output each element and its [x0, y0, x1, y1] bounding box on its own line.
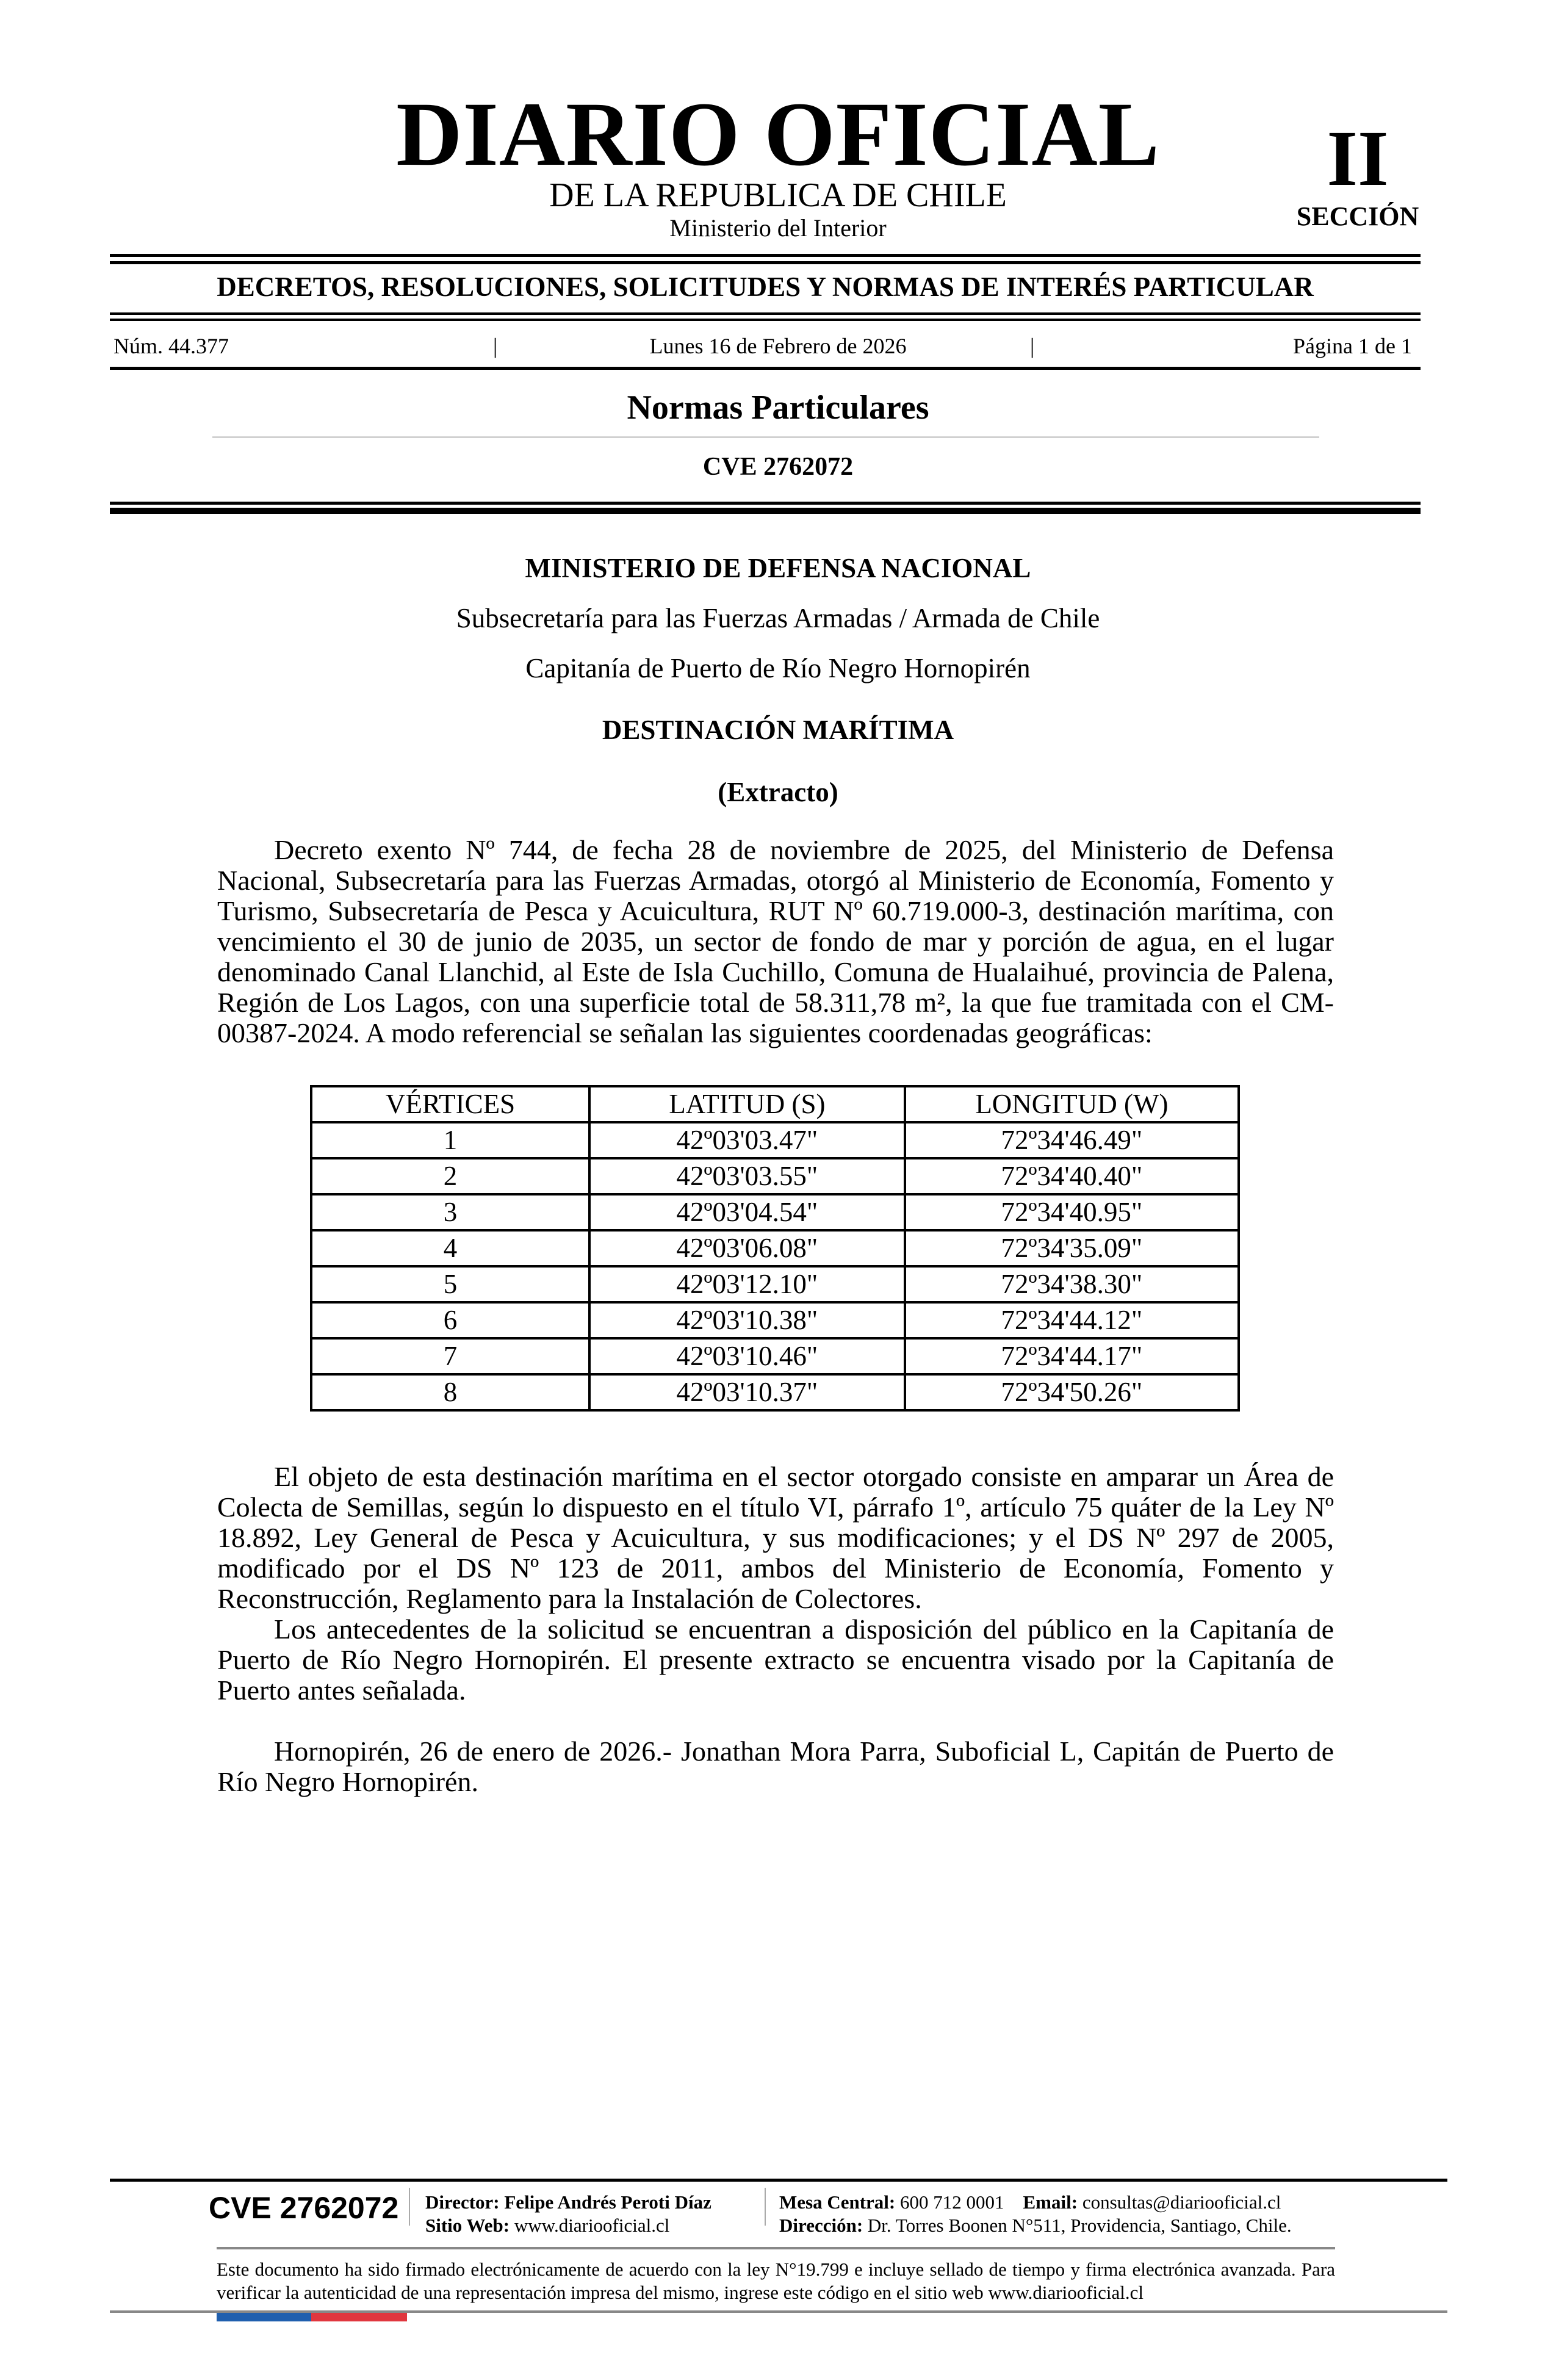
phone-label: Mesa Central: — [779, 2191, 896, 2213]
latitude-cell: 42º03'10.46" — [589, 1338, 905, 1374]
latitude-cell: 42º03'12.10" — [589, 1266, 905, 1302]
divider — [110, 312, 1421, 315]
divider — [212, 436, 1319, 438]
section-number: II — [1327, 115, 1389, 203]
table-row — [311, 1302, 1239, 1338]
table-header-row — [311, 1086, 1239, 1122]
issue-number: Núm. 44.377 — [113, 334, 229, 358]
longitude-cell: 72º34'40.40" — [905, 1158, 1239, 1194]
document-heading: DESTINACIÓN MARÍTIMA — [602, 715, 954, 745]
column-header: VÉRTICES — [311, 1086, 589, 1122]
email-link[interactable]: consultas@diariooficial.cl — [1082, 2191, 1281, 2213]
sub-issuer: Subsecretaría para las Fuerzas Armadas / Armada de Chile — [456, 603, 1100, 633]
flag-stripe-red — [311, 2313, 407, 2321]
latitude-cell: 42º03'04.54" — [589, 1194, 905, 1230]
signature: Hornopirén, 26 de enero de 2026.- Jonathan Mora Parra, Suboficial L, Capitán de Puerto de Río Negro Hornopirén. — [217, 1736, 1334, 1797]
divider — [409, 2188, 410, 2226]
address-label: Dirección: — [779, 2215, 863, 2236]
vertex-cell: 4 — [311, 1230, 589, 1266]
document-subheading: (Extracto) — [718, 777, 838, 807]
newspaper-title: DIARIO OFICIAL — [396, 84, 1160, 185]
divider — [110, 2179, 1447, 2182]
meta-separator: | — [493, 334, 498, 358]
phone: 600 712 0001 — [900, 2191, 1004, 2213]
footer-cve: CVE 2762072 — [209, 2191, 399, 2225]
longitude-cell: 72º34'46.49" — [905, 1122, 1239, 1158]
web-label: Sitio Web: — [425, 2215, 510, 2236]
vertex-cell: 1 — [311, 1122, 589, 1158]
paragraph-purpose: El objeto de esta destinación marítima en el sector otorgado consiste en amparar un Área de Colecta de Semillas, según lo dispuesto en el título VI, párrafo 1º, artículo 75 quáter de la Ley Nº 18.892, Ley General de Pesca y Acuicultura, y sus modificaciones; y el DS Nº 297 de 2005, modificado por el DS Nº 123 de 2011, ambos del Ministerio de Economía, Fomento y Reconstrucción, Reglamento para la Instalación de Colectores. — [217, 1461, 1334, 1614]
director-name: Felipe Andrés Peroti Díaz — [504, 2191, 711, 2213]
vertex-cell: 5 — [311, 1266, 589, 1302]
table-row — [311, 1374, 1239, 1410]
cve-code: CVE 2762072 — [702, 453, 854, 481]
divider — [110, 367, 1421, 370]
ministry-label: Ministerio del Interior — [669, 214, 887, 242]
legal-notice: Este documento ha sido firmado electrónicamente de acuerdo con la ley N°19.799 e incluye sellado de tiempo y firma electrónica avanzada. Para verificar la autenticidad de una representación impresa del mismo, ingrese este código en el sitio web www.diariooficial.cl — [217, 2259, 1335, 2303]
divider — [110, 508, 1421, 514]
latitude-cell: 42º03'10.37" — [589, 1374, 905, 1410]
vertex-cell: 7 — [311, 1338, 589, 1374]
issue-date: Lunes 16 de Febrero de 2026 — [649, 334, 907, 358]
latitude-cell: 42º03'06.08" — [589, 1230, 905, 1266]
band-title: DECRETOS, RESOLUCIONES, SOLICITUDES Y NORMAS DE INTERÉS PARTICULAR — [217, 272, 1314, 302]
divider — [765, 2188, 766, 2226]
table-row — [311, 1122, 1239, 1158]
table-row — [311, 1230, 1239, 1266]
longitude-cell: 72º34'40.95" — [905, 1194, 1239, 1230]
paragraph-availability: Los antecedentes de la solicitud se encuentran a disposición del público en la Capitanía de Puerto de Río Negro Hornopirén. El presente extracto se encuentra visado por la Capitanía de Puerto antes señalada. — [217, 1614, 1334, 1706]
longitude-cell: 72º34'44.17" — [905, 1338, 1239, 1374]
flag-stripe-blue — [217, 2313, 311, 2321]
longitude-cell: 72º34'50.26" — [905, 1374, 1239, 1410]
longitude-cell: 72º34'35.09" — [905, 1230, 1239, 1266]
column-header: LONGITUD (W) — [905, 1086, 1239, 1122]
vertex-cell: 8 — [311, 1374, 589, 1410]
column-header: LATITUD (S) — [589, 1086, 905, 1122]
longitude-cell: 72º34'44.12" — [905, 1302, 1239, 1338]
divider — [217, 2247, 1335, 2249]
divider — [110, 502, 1421, 505]
divider — [110, 261, 1421, 264]
table-row — [311, 1194, 1239, 1230]
coordinates-table — [310, 1085, 1240, 1412]
latitude-cell: 42º03'03.55" — [589, 1158, 905, 1194]
section-title: Normas Particulares — [627, 389, 929, 427]
address: Dr. Torres Boonen N°511, Providencia, Santiago, Chile. — [867, 2215, 1292, 2236]
paragraph-decree: Decreto exento Nº 744, de fecha 28 de noviembre de 2025, del Ministerio de Defensa Nacional, Subsecretaría para las Fuerzas Armadas, otorgó al Ministerio de Economía, Fomento y Turismo, Subsecretaría de Pesca y Acuicultura, RUT Nº 60.719.000-3, destinación marítima, con vencimiento el 30 de junio de 2035, un sector de fondo de mar y porción de agua, en el lugar denominado Canal Llanchid, al Este de Isla Cuchillo, Comuna de Hualaihué, provincia de Palena, Región de Los Lagos, con una superficie total de 58.311,78 m², la que fue tramitada con el CM-00387-2024. A modo referencial se señalan las siguientes coordenadas geográficas: — [217, 834, 1334, 1048]
divider — [110, 254, 1421, 257]
email-label: Email: — [1023, 2191, 1078, 2213]
director-label: Director: — [425, 2191, 500, 2213]
table-row — [311, 1338, 1239, 1374]
web-link[interactable]: www.diariooficial.cl — [514, 2215, 670, 2236]
table-row — [311, 1158, 1239, 1194]
longitude-cell: 72º34'38.30" — [905, 1266, 1239, 1302]
newspaper-subtitle: DE LA REPUBLICA DE CHILE — [549, 176, 1007, 214]
meta-separator: | — [1030, 334, 1035, 358]
page-indicator: Página 1 de 1 — [1293, 334, 1412, 358]
latitude-cell: 42º03'10.38" — [589, 1302, 905, 1338]
vertex-cell: 2 — [311, 1158, 589, 1194]
divider — [110, 319, 1421, 321]
section-label: SECCIÓN — [1296, 201, 1419, 231]
vertex-cell: 3 — [311, 1194, 589, 1230]
latitude-cell: 42º03'03.47" — [589, 1122, 905, 1158]
table-row — [311, 1266, 1239, 1302]
office: Capitanía de Puerto de Río Negro Hornopirén — [525, 653, 1031, 683]
vertex-cell: 6 — [311, 1302, 589, 1338]
issuer: MINISTERIO DE DEFENSA NACIONAL — [525, 553, 1031, 583]
